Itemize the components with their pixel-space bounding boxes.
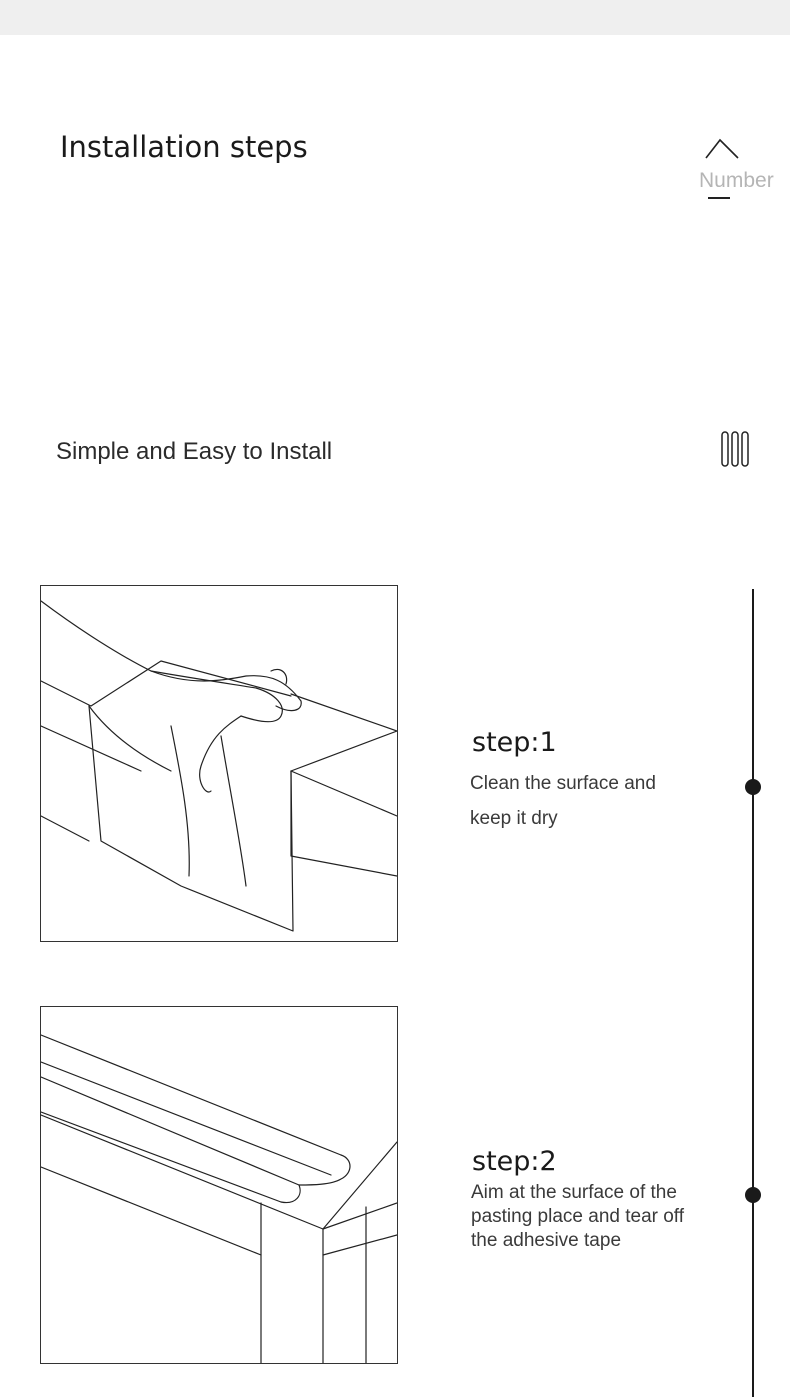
- hand-wiping-surface-icon: [41, 586, 397, 941]
- page-title: Installation steps: [60, 130, 308, 164]
- step-2-description: Aim at the surface of the pasting place and tear off the adhesive tape: [471, 1182, 685, 1251]
- step-1-label: step:1: [472, 727, 557, 758]
- step-2-label: step:2: [472, 1146, 557, 1177]
- roman-numeral-three-icon: [720, 430, 750, 468]
- timeline-dot-step-2: [745, 1187, 761, 1203]
- timeline-line: [752, 589, 754, 1397]
- step-1-illustration: [40, 585, 398, 942]
- step-2-illustration: [40, 1006, 398, 1364]
- step-1-description: Clean the surface and keep it dry: [470, 773, 656, 829]
- number-label: Number: [699, 169, 774, 192]
- section-subtitle: Simple and Easy to Install: [56, 438, 333, 465]
- number-underline: [708, 197, 730, 199]
- top-bar: [0, 0, 790, 35]
- timeline-dot-step-1: [745, 779, 761, 795]
- edge-strip-on-table-icon: [41, 1007, 397, 1363]
